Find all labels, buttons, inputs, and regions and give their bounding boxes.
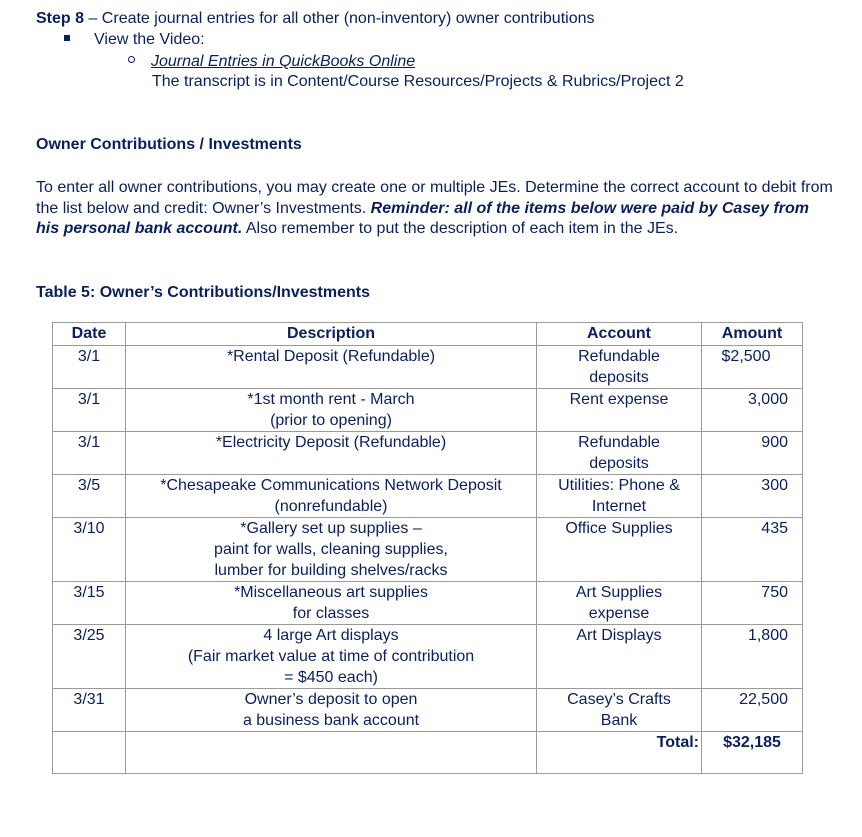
circle-bullet-icon — [128, 56, 135, 63]
table-row — [53, 689, 803, 732]
step-label: Step 8 — [36, 10, 85, 27]
cell-account — [537, 475, 702, 518]
cell-date: 3/31 — [53, 689, 126, 732]
contributions-table — [52, 322, 803, 774]
description-line: *Gallery set up supplies – — [240, 520, 422, 537]
description-line: *Chesapeake Communications Network Deposit — [160, 477, 502, 494]
cell-description — [126, 689, 537, 732]
cell-amount: 1,800 — [702, 625, 803, 689]
table-row — [53, 389, 803, 432]
account-line: Art Supplies — [575, 584, 663, 601]
table-header-row — [53, 323, 803, 346]
account-line: Refundable — [578, 348, 660, 365]
description-line: Owner’s deposit to open — [244, 691, 418, 708]
account-line: deposits — [589, 455, 649, 472]
description-line: 4 large Art displays — [263, 627, 399, 644]
account-line: Office Supplies — [565, 520, 673, 537]
section-heading: Owner Contributions / Investments — [36, 136, 302, 153]
account-line: Art Displays — [576, 627, 662, 644]
cell-account — [537, 625, 702, 689]
instructions-part2: Also remember to put the description of each item in the JEs. — [242, 220, 679, 237]
cell-account — [537, 582, 702, 625]
description-line: (nonrefundable) — [274, 498, 388, 515]
account-line: deposits — [589, 369, 649, 386]
account-line: Bank — [600, 712, 638, 729]
table-row — [53, 518, 803, 582]
description-line: *Electricity Deposit (Refundable) — [215, 434, 447, 451]
table-row — [53, 432, 803, 475]
account-line: Rent expense — [569, 391, 669, 408]
cell-account — [537, 518, 702, 582]
header-description: Description — [126, 323, 537, 346]
cell-description — [126, 432, 537, 475]
cell-description — [126, 346, 537, 389]
table-title: Table 5: Owner’s Contributions/Investments — [36, 284, 370, 301]
description-line: (Fair market value at time of contribution — [187, 648, 475, 665]
total-empty-cell — [53, 732, 126, 774]
total-row — [53, 732, 803, 774]
account-line: expense — [588, 605, 650, 622]
cell-account — [537, 389, 702, 432]
description-line: lumber for building shelves/racks — [214, 562, 448, 579]
account-line: Casey’s Crafts — [567, 691, 671, 708]
description-line: paint for walls, cleaning supplies, — [214, 541, 448, 558]
cell-amount: 750 — [702, 582, 803, 625]
cell-description — [126, 625, 537, 689]
transcript-note: The transcript is in Content/Course Resources/Projects & Rubrics/Project 2 — [152, 73, 684, 90]
cell-date: 3/25 — [53, 625, 126, 689]
cell-amount: 3,000 — [702, 389, 803, 432]
cell-date: 3/15 — [53, 582, 126, 625]
description-line: *Miscellaneous art supplies — [234, 584, 428, 601]
bullet-text: View the Video: — [94, 31, 205, 48]
description-line: *1st month rent - March — [247, 391, 415, 408]
reminder-text: Reminder: all of the items below were paid by Casey from his personal bank account. — [36, 199, 810, 237]
cell-account — [537, 346, 702, 389]
description-line: = $450 each) — [284, 669, 378, 686]
cell-amount: 900 — [702, 432, 803, 475]
instructions-paragraph — [36, 178, 836, 240]
step-heading — [36, 10, 595, 28]
cell-description — [126, 582, 537, 625]
step-text: – Create journal entries for all other (non-inventory) owner contributions — [84, 10, 595, 27]
description-line: for classes — [292, 605, 370, 622]
cell-date: 3/1 — [53, 432, 126, 475]
bullet-view-video — [64, 31, 205, 49]
cell-amount: $2,500 — [702, 346, 803, 389]
square-bullet-icon — [64, 35, 70, 41]
instructions-part1: To enter all owner contributions, you may create one or multiple JEs. Determine the correct account to debit from the list below and credit: Owner’s Investments. — [36, 179, 833, 217]
cell-account — [537, 689, 702, 732]
cell-date: 3/1 — [53, 389, 126, 432]
cell-description — [126, 518, 537, 582]
description-line: *Rental Deposit (Refundable) — [226, 348, 436, 365]
description-line: a business bank account — [242, 712, 420, 729]
cell-date: 3/5 — [53, 475, 126, 518]
video-bullet — [128, 52, 684, 92]
cell-amount: 435 — [702, 518, 803, 582]
cell-amount: 22,500 — [702, 689, 803, 732]
total-value: $32,185 — [702, 732, 803, 774]
total-empty-cell — [126, 732, 537, 774]
table-row — [53, 475, 803, 518]
account-line: Refundable — [578, 434, 660, 451]
account-line: Internet — [591, 498, 647, 515]
cell-date: 3/10 — [53, 518, 126, 582]
cell-account — [537, 432, 702, 475]
description-line: (prior to opening) — [270, 412, 392, 429]
account-line: Utilities: Phone & — [558, 477, 680, 494]
cell-date: 3/1 — [53, 346, 126, 389]
cell-description — [126, 475, 537, 518]
video-link[interactable]: Journal Entries in QuickBooks Online — [151, 53, 416, 70]
cell-amount: 300 — [702, 475, 803, 518]
header-account: Account — [537, 323, 702, 346]
table-row — [53, 346, 803, 389]
table-row — [53, 625, 803, 689]
header-date: Date — [53, 323, 126, 346]
total-label: Total: — [537, 732, 702, 774]
cell-description — [126, 389, 537, 432]
header-amount: Amount — [702, 323, 803, 346]
table-row — [53, 582, 803, 625]
